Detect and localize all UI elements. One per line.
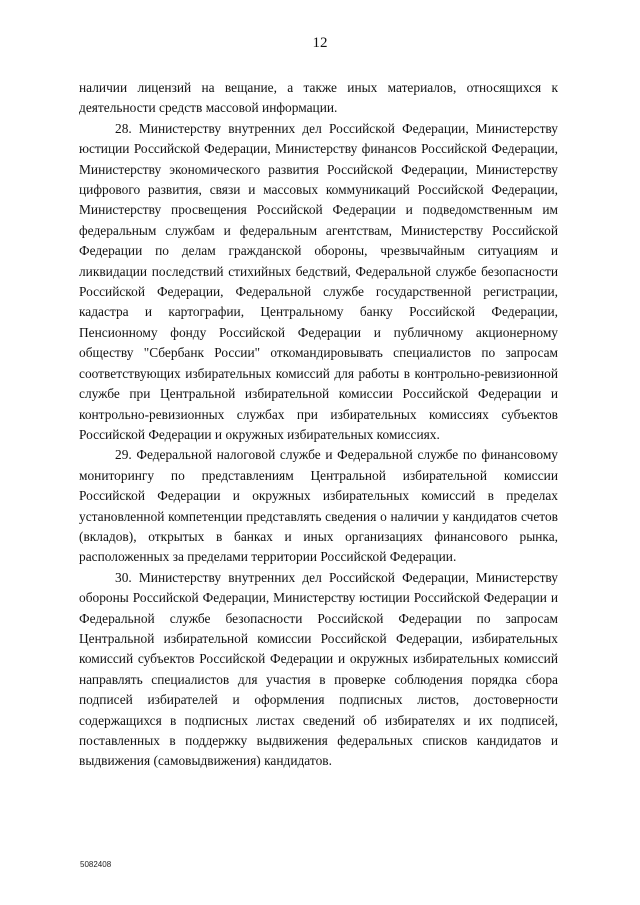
paragraph-29: 29. Федеральной налоговой службе и Федеральной службе по финансовому мониторингу по представлениям Центральной избирательной комиссии Российской Федерации и окружных избирательных комиссий в пределах установленной компетенции представлять сведения о наличии у кандидатов счетов (вкладов), открытых в банках и иных организациях финансового рынка, расположенных за пределами территории Российской Федерации. — [79, 447, 558, 565]
paragraph-30: 30. Министерству внутренних дел Российской Федерации, Министерству обороны Российской Федерации, Министерству юстиции Российской Федерации и Федеральной службе безопасности Российской Федерации по запросам Центральной избирательной комиссии Российской Федерации, избирательных комиссий субъектов Российской Федерации и окружных избирательных комиссий направлять специалистов для участия в проверке соблюдения порядка сбора подписей избирателей и оформления подписных листов, достоверности содержащихся в подписных листах сведений об избирателях и их подписей, поставленных в поддержку выдвижения федеральных списков кандидатов и выдвижения (самовыдвижения) кандидатов. — [79, 569, 558, 769]
document-id: 5082408 — [80, 860, 112, 869]
page-number: 12 — [312, 35, 328, 51]
document-body — [79, 78, 558, 772]
paragraph-28: 28. Министерству внутренних дел Российской Федерации, Министерству юстиции Российской Федерации, Министерству финансов Российской Федерации, Министерству экономического развития Российской Федерации, Министерству цифрового развития, связи и массовых коммуникаций Российской Федерации, Министерству просвещения Российской Федерации и подведомственным им федеральным службам и федеральным агентствам, Министерству Российской Федерации по делам гражданской обороны, чрезвычайным ситуациям и ликвидации последствий стихийных бедствий, Федеральной службе безопасности Российской Федерации, Федеральной службе государственной регистрации, кадастра и картографии, Центральному банку Российской Федерации, Пенсионному фонду Российской Федерации и публичному акционерному обществу "Сбербанк России" откомандировывать специалистов по запросам соответствующих избирательных комиссий для работы в контрольно-ревизионной службе при Центральной избирательной комиссии Российской Федерации и контрольно-ревизионных службах при избирательных комиссиях субъектов Российской Федерации и окружных избирательных комиссиях. — [79, 120, 558, 442]
paragraph-continuation: наличии лицензий на вещание, а также иных материалов, относящихся к деятельности средств массовой информации. — [79, 80, 558, 116]
